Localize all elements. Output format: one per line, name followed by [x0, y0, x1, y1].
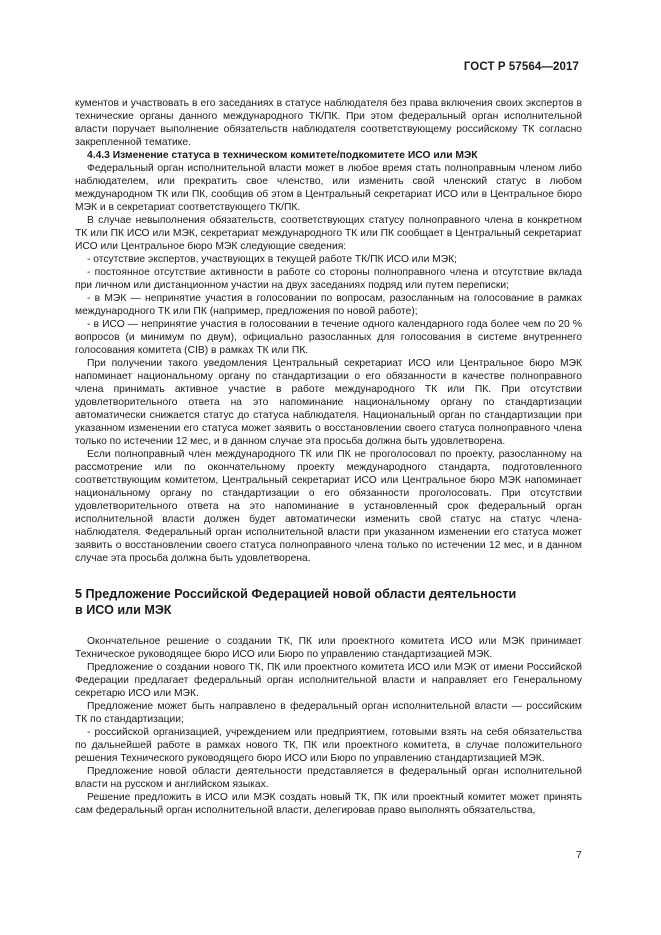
page-content	[75, 97, 582, 817]
section-heading-4-4-3: 4.4.3 Изменение статуса в техническом комитете/подкомитете ИСО или МЭК	[87, 150, 478, 161]
paragraph: Предложение может быть направлено в федеральный орган исполнительной власти — российским ТК по стандартизации;	[75, 701, 582, 725]
section-heading-5	[75, 586, 582, 618]
standard-designation: ГОСТ Р 57564—2017	[463, 61, 579, 73]
page-number: 7	[576, 849, 582, 861]
paragraph: При получении такого уведомления Центральный секретариат ИСО или Центральное бюро МЭК напоминает национальному органу по стандартизации о его обязанности в качестве полноправного члена принимать активное участие в работе международного ТК или ПК. При отсутствии удовлетворительного ответа на это напоминание национальному органу по стандартизации автоматически снижается статус до статуса наблюдателя. Национальный орган по стандартизации при указанном изменении его статуса может заявить о восстановлении своего статуса полноправного члена только по истечении 12 мес, и в данном случае эта просьба должна быть удовлетворена.	[75, 358, 582, 447]
list-item: - в МЭК — непринятие участия в голосовании по вопросам, разосланным на голосование в рамках международного ТК или ПК (например, предложения по новой работе);	[75, 293, 582, 317]
list-item: - постоянное отсутствие активности в работе со стороны полноправного члена и отсутствие вклада при личном или дистанционном участии на двух заседаниях подряд или путем переписки;	[75, 267, 582, 291]
paragraph: Предложение новой области деятельности представляется в федеральный орган исполнительной власти на русском и английском языках.	[75, 766, 582, 790]
paragraph: Предложение о создании нового ТК, ПК или проектного комитета ИСО или МЭК от имени Российской Федерации предлагает федеральный орган исполнительной власти и направляет его Генеральному секретарю ИСО или МЭК.	[75, 662, 582, 699]
paragraph: Федеральный орган исполнительной власти может в любое время стать полноправным членом либо наблюдателем, или прекратить свое членство, или изменить свой членский статус в любом международном ТК или ПК, сообщив об этом в Центральный секретариат ИСО или в Центральное бюро МЭК и в секретариат соответствующего ТК/ПК.	[75, 163, 582, 213]
paragraph: кументов и участвовать в его заседаниях в статусе наблюдателя без права включения своих экспертов в технические органы данного международного ТК/ПК. При этом федеральный орган исполнительной власти поручает выполнение обязательств наблюдателя соответствующему российскому ТК согласно закрепленной тематике.	[75, 98, 582, 148]
section-heading-line: 5 Предложение Российской Федерацией новой области деятельности	[75, 587, 517, 601]
paragraph: Окончательное решение о создании ТК, ПК или проектного комитета ИСО или МЭК принимает Техническое руководящее бюро ИСО или Бюро по управлению стандартизацией МЭК.	[75, 636, 582, 660]
section-heading-line: в ИСО или МЭК	[75, 603, 172, 617]
list-item: - российской организацией, учреждением или предприятием, готовыми взять на себя обязательства по дальнейшей работе в рамках нового ТК, ПК или проектного комитета, в случае положительного решения Технического руководящего бюро ИСО или Бюро по управлению стандартизацией МЭК.	[75, 727, 582, 764]
paragraph: Решение предложить в ИСО или МЭК создать новый ТК, ПК или проектный комитет может принять сам федеральный орган исполнительной власти, делегировав право выполнять обязательства,	[75, 792, 582, 816]
list-item: - в ИСО — непринятие участия в голосовании в течение одного календарного года более чем по 20 % вопросов (и минимум по двум), официально разосланных для голосования в системе внутреннего голосования комитета (CIB) в рамках ТК или ПК.	[75, 319, 582, 356]
paragraph: В случае невыполнения обязательств, соответствующих статусу полноправного члена в конкретном ТК или ПК ИСО или МЭК, секретариат международного ТК или ПК сообщает в Центральный секретариат ИСО или Центральное бюро МЭК следующие сведения:	[75, 215, 582, 252]
paragraph: Если полноправный член международного ТК или ПК не проголосовал по проекту, разосланному на рассмотрение или по окончательному проекту международного стандарта, подготовленного соответствующим комитетом, Центральный секретариат ИСО или Центральное бюро МЭК напоминает национальному органу по стандартизации о его обязанности проголосовать. При отсутствии удовлетворительного ответа на это напоминание в установленный срок федеральный орган исполнительной власти должен будет автоматически изменить свой статус на статус члена-наблюдателя. Федеральный орган исполнительной власти при указанном изменении его статуса может заявить о восстановлении своего статуса полноправного члена только по истечении 12 мес, и в данном случае эта просьба должна быть удовлетворена.	[75, 449, 582, 564]
list-item: - отсутствие экспертов, участвующих в текущей работе ТК/ПК ИСО или МЭК;	[87, 254, 458, 265]
